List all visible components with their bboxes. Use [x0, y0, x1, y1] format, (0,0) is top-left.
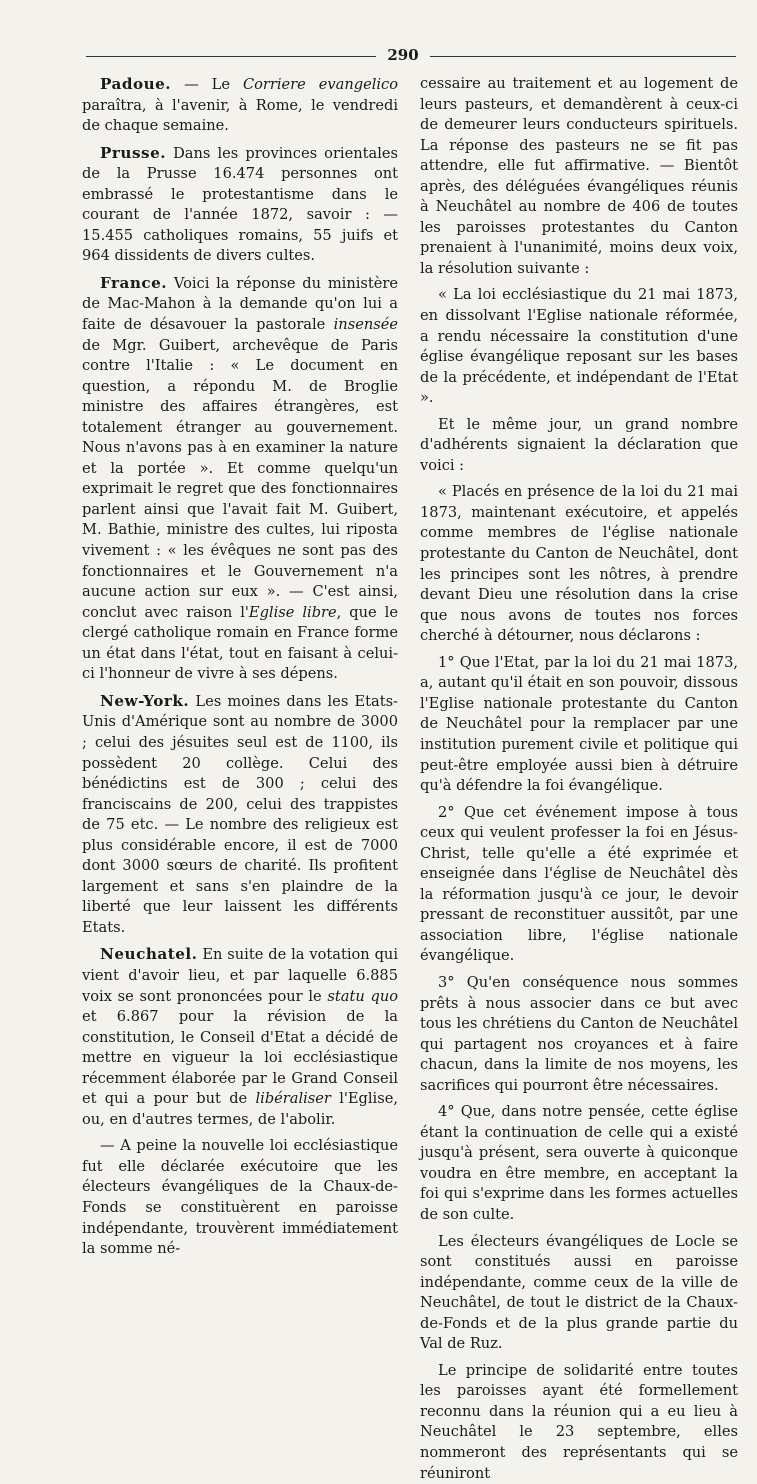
article-text: — Le [171, 76, 243, 93]
article-neuchatel [82, 944, 398, 1130]
article-heading-neuchatel: Neuchatel. [100, 945, 198, 964]
paragraph-point-2: 2° Que cet événement impose à tous ceux qui veulent professer la foi en Jésus-Christ, telle qu'elle a été exprimée et enseignée dans l'église de Neuchâtel dès la réformation jusqu'à ce jour, le devoir pressant de reconstituer aussitôt, par une association libre, l'église nationale évangélique. [420, 803, 738, 965]
article-heading-padoue: Padoue. [100, 75, 172, 93]
paragraph-resolution: « La loi ecclésiastique du 21 mai 1873, en dissolvant l'Eglise nationale réformée, a rendu nécessaire la constitution d'une église évangélique reposant sur les bases de la précédente, et indépendant de l'Etat ». [420, 286, 738, 407]
left-column [82, 74, 398, 1260]
page-header [78, 44, 742, 68]
paragraph-adherents: Et le même jour, un grand nombre d'adhérents signaient la déclaration que voici : [420, 415, 738, 474]
paragraph-a-peine: — A peine la nouvelle loi ecclésiastique fut elle déclarée exécutoire que les électeurs évangéliques de la Chaux-de-Fonds se constituèrent en paroisse indépendante, trouvèrent immédiatement la somme né- [82, 1137, 398, 1258]
article-italic: Corriere evangelico [242, 76, 398, 93]
article-italic: libéraliser [255, 1090, 331, 1108]
article-italic: statu quo [327, 987, 398, 1005]
paragraph-declaration: « Placés en présence de la loi du 21 mai 1873, maintenant exécutoire, et appelés comme membres de l'église nationale protestante du Canton de Neuchâtel, dont les principes sont les nôtres, à prendre devant Dieu une résolution dans la crise que nous avons de toutes nos forces cherché à détourner, nous déclarons : [420, 483, 738, 645]
article-text: paraîtra, à l'avenir, à Rome, le vendredi de chaque semaine. [82, 96, 398, 135]
paragraph-continuation: cessaire au traitement et au logement de leurs pasteurs, et demandèrent à ceux-ci de demeurer leurs conducteurs spirituels. La réponse des pasteurs ne se fit pas attendre, elle fut affirmative. — Bientôt après, des déléguées évangéliques réunis à Neuchâtel au nombre de 406 de toutes les paroisses protestantes du Canton prenaient à l'unanimité, moins deux voix, la résolution suivante : [420, 75, 738, 277]
article-france [82, 273, 398, 685]
article-text: Voici la réponse du ministère de Mac-Mahon à la demande qu'on lui a faite de désavouer la pastorale [82, 274, 398, 334]
article-padoue [82, 74, 398, 137]
article-heading-prusse: Prusse. [100, 143, 167, 162]
article-newyork [82, 691, 398, 939]
article-text: Dans les provinces orientales de la Prusse 16.474 personnes ont embrassé le protestantisme dans le courant de l'année 1872, savoir : — 15.455 catholiques romains, 55 juifs et 964 dissidents de divers cultes. [82, 144, 398, 265]
article-italic: insensée [333, 316, 398, 334]
article-heading-newyork: New-York. [100, 691, 190, 710]
article-heading-france: France. [100, 273, 168, 292]
paragraph-solidarite: Le principe de solidarité entre toutes les paroisses ayant été formellement reconnu dans la réunion qui a eu lieu à Neuchâtel le 23 septembre, elles nommeront des représentants qui se réuniront [420, 1361, 738, 1482]
paragraph-point-4: 4° Que, dans notre pensée, cette église étant la continuation de celle qui a existé jusqu'à présent, sera ouverte à quiconque voudra en être membre, en acceptant la foi qui s'exprime dans les formes actuelles de son culte. [420, 1103, 738, 1223]
paragraph-locle: Les électeurs évangéliques de Locle se sont constitués aussi en paroisse indépendante, comme ceux de la ville de Neuchâtel, de tout le district de la Chaux-de-Fonds et de la plus grande partie du Val de Ruz. [420, 1232, 738, 1353]
article-text: l'Eglise, ou, en d'autres termes, de l'abolir. [82, 1090, 398, 1128]
article-italic: Eglise libre [248, 603, 337, 621]
page-number: 290 [387, 46, 419, 64]
paragraph-point-1: 1° Que l'Etat, par la loi du 21 mai 1873, a, autant qu'il était en son pouvoir, dissous l'Eglise nationale protestante du Canton de Neuchâtel pour la remplacer par une institution purement civile et politique qui peut-être employée aussi bien à détruire qu'à défendre la foi évangélique. [420, 653, 738, 795]
article-text: Les moines dans les Etats-Unis d'Amérique sont au nombre de 3000 ; celui des jésuites seul est de 1100, ils possèdent 20 collège. Celui des bénédictins est de 300 ; celui des franciscains de 200, celui des trappistes de 75 etc. — Le nombre des religieux est plus considérable encore, il est de 7000 dont 3000 sœurs de charité. Ils profitent largement et sans s'en plaindre de la liberté que leur laissent les différents Etats. [82, 692, 398, 936]
paragraph-point-3: 3° Qu'en conséquence nous sommes prêts à nous associer dans ce but avec tous les chrétiens du Canton de Neuchâtel qui partagent nos croyances et à faire chacun, dans la limite de nos moyens, les sacrifices qui pourront être nécessaires. [420, 973, 738, 1094]
article-text: En suite de la votation qui vient d'avoir lieu, et par laquelle 6.885 voix se sont prononcées pour le [82, 946, 398, 1005]
article-text: et 6.867 pour la révision de la constitution, le Conseil d'Etat a décidé de mettre en vigueur la loi ecclésiastique récemment élaborée par le Grand Conseil et qui a pour but de [82, 1008, 398, 1108]
header-rule-left [86, 56, 376, 57]
right-column [420, 74, 738, 1484]
header-rule-right [430, 56, 736, 57]
article-text: de Mgr. Guibert, archevêque de Paris contre l'Italie : « Le document en question, a répondu M. de Broglie ministre des affaires étrangères, est totalement étranger au gouvernement. Nous n'avons pas à en examiner la nature et la portée ». Et comme quelqu'un exprimait le regret que des fonctionnaires parlent ainsi que l'avait fait M. Guibert, M. Bathie, ministre des cultes, lui riposta vivement : « les évêques ne sont pas des fonctionnaires et le Gouvernement n'a aucune action sur eux ». — C'est ainsi, conclut avec raison l' [82, 336, 398, 621]
article-prusse [82, 143, 398, 267]
article-text: , que le clergé catholique romain en France forme un état dans l'état, tout en faisant à celui-ci l'honneur de vivre à ses dépens. [82, 603, 398, 683]
